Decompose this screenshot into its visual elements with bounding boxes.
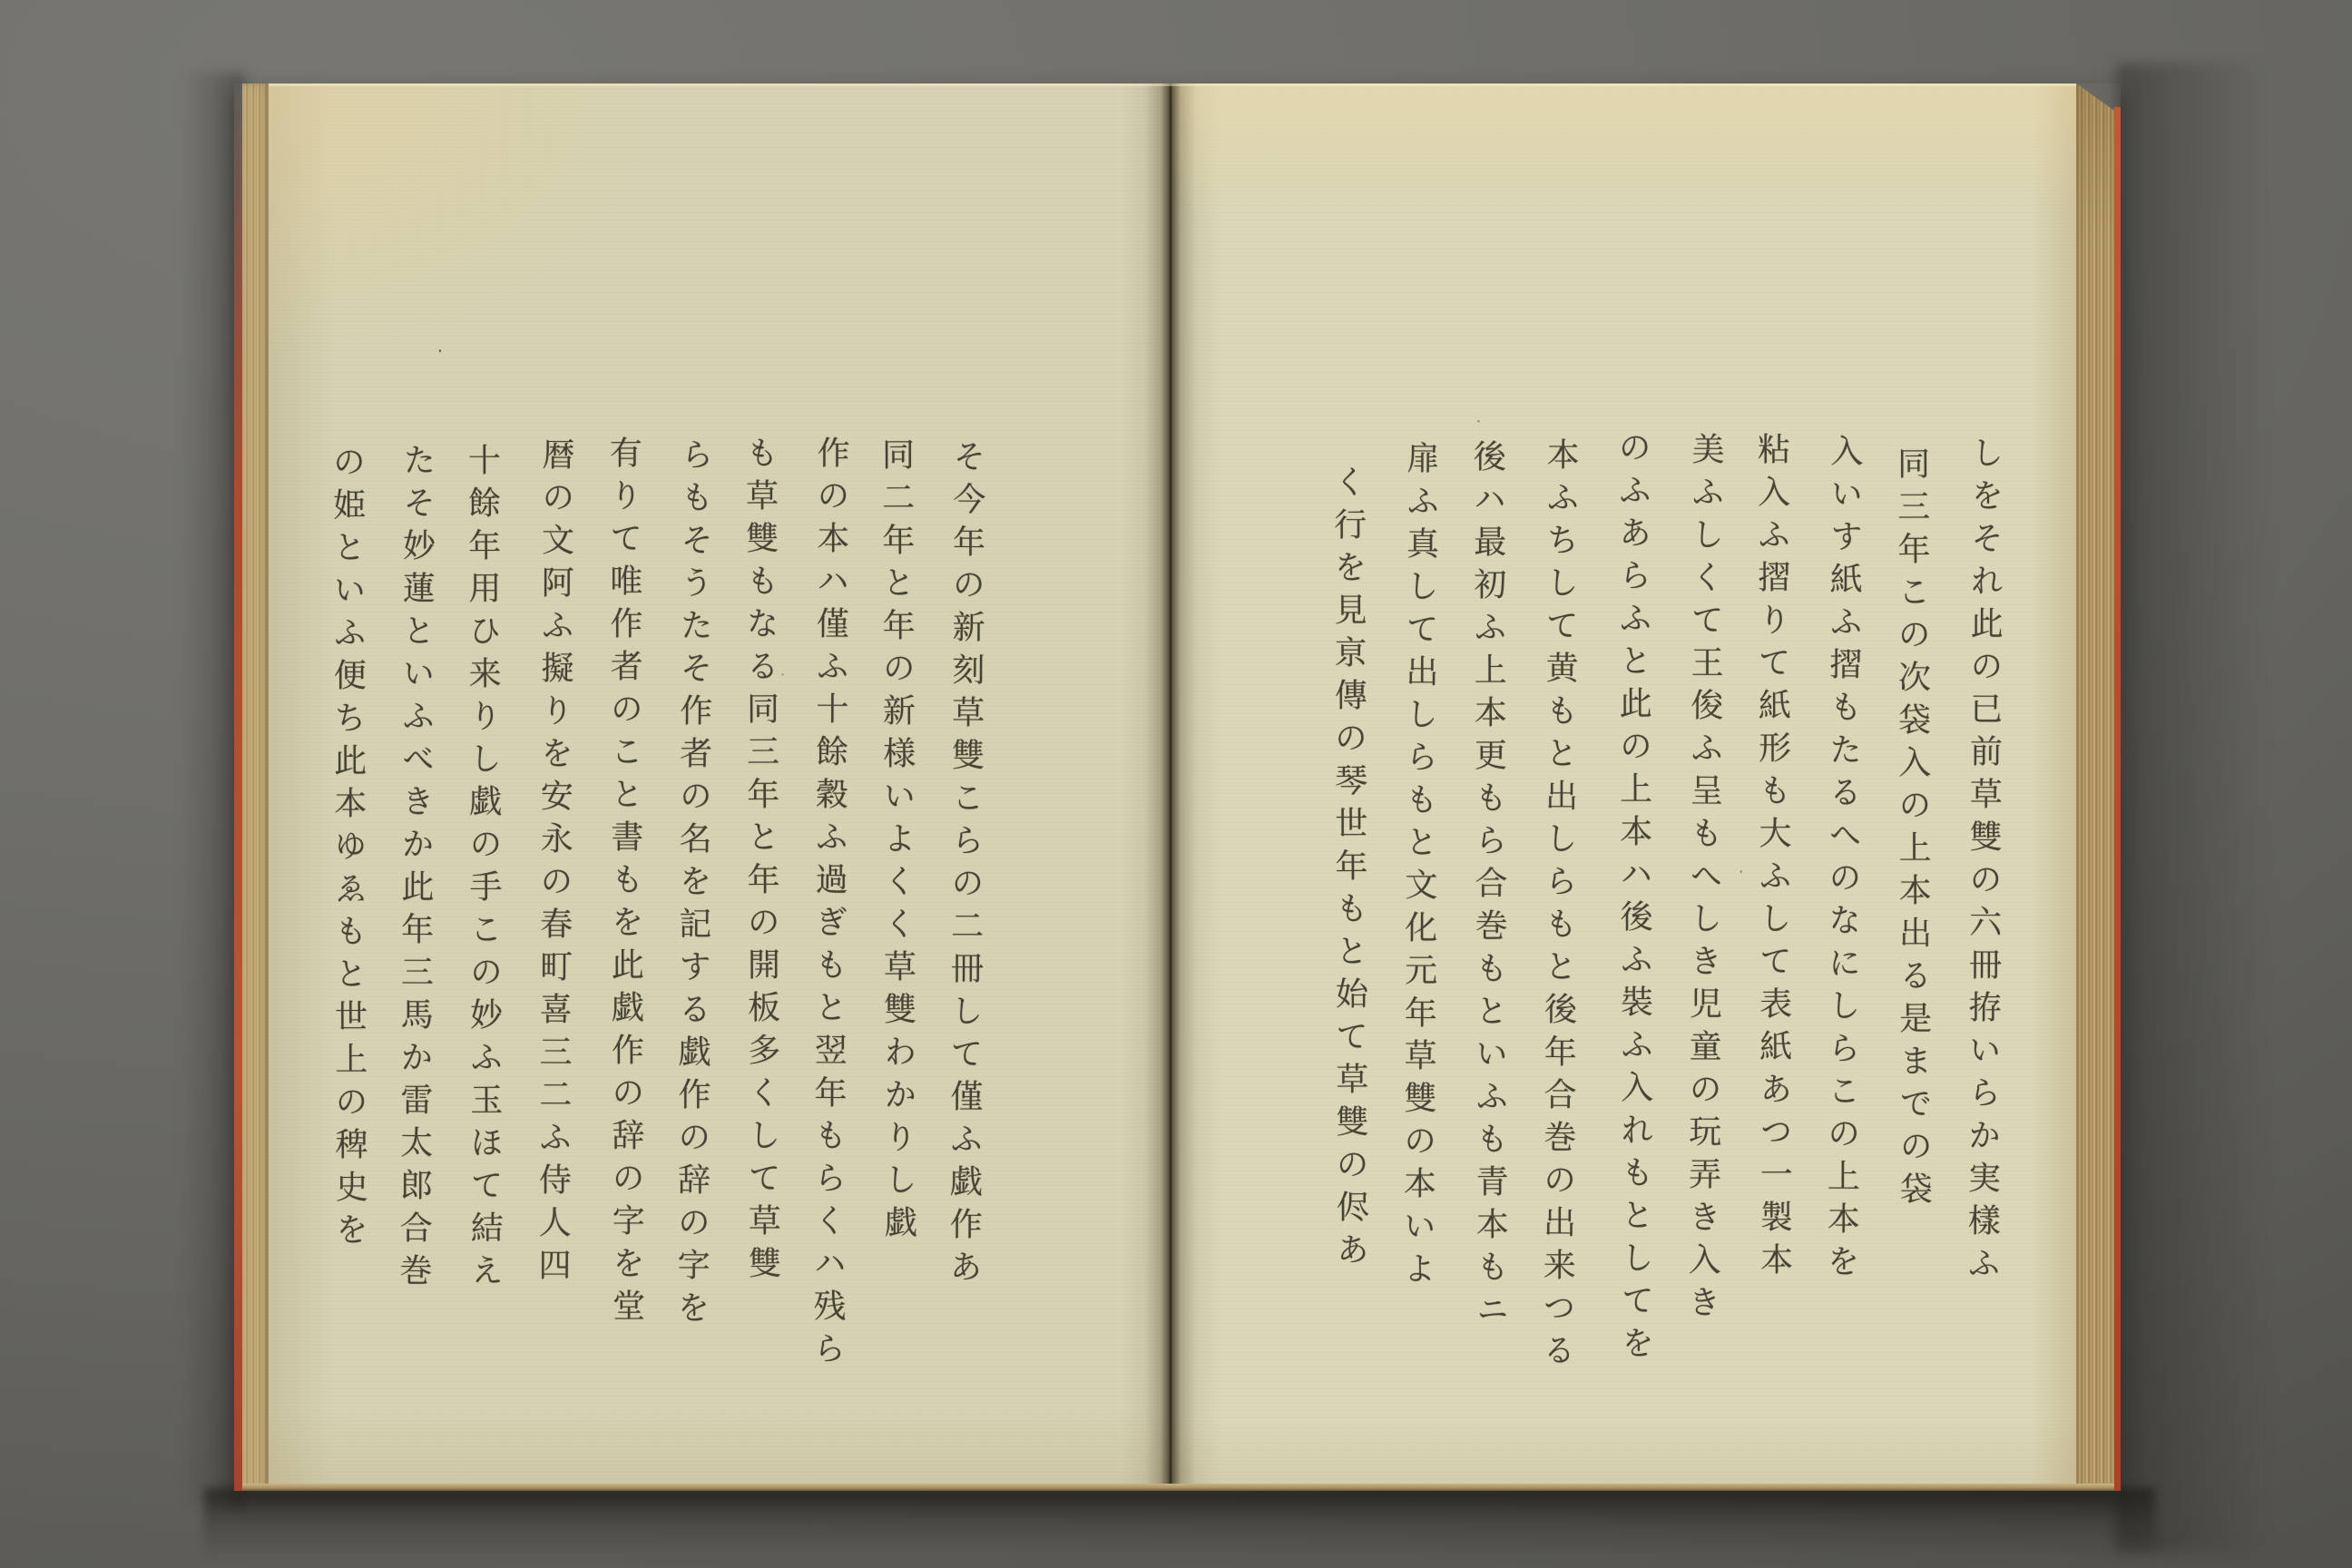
text-column: 本ふちして黄もと出しらもと後年合巻の出来つる	[1537, 436, 1580, 1377]
text-column: のふあらふと此の上本ハ後ふ裝ふ入れもとしてを	[1613, 429, 1654, 1369]
text-column: らもそうたそ作者の名を記する戯作の辞の字を	[671, 436, 714, 1334]
text-column: 作の本ハ僅ふ十餘穀ふ過ぎもと翌年もらくハ残ら	[808, 435, 850, 1375]
text-column: 入いす紙ふ摺もたるへのなにしらこの上本を	[1821, 433, 1864, 1288]
text-column: も草雙もなる同三年と年の開板多くして草雙	[740, 435, 781, 1289]
text-column: の姫といふ便ち此本ゆゑもと世上の稗史を	[328, 444, 368, 1256]
text-column: 十餘年用ひ来りし戯の手この妙ふ玉ほて結え	[463, 442, 504, 1297]
text-column: く行を見亰傳の琴世年もと始て草雙の侭あ	[1328, 464, 1369, 1276]
text-column: 粘入ふ摺りて紙形も大ふして表紙あつ一製本	[1752, 431, 1793, 1286]
text-column: 同三年この次袋入の上本出る是までの袋	[1892, 446, 1933, 1215]
book-shadow-right	[2116, 64, 2270, 1552]
text-column: そ今年の新刻草雙こらの二冊して僅ふ戯作あ	[944, 438, 986, 1293]
text-column: 扉ふ真して出しらもと文化元年草雙の本いよ	[1397, 440, 1440, 1295]
text-column: たそ妙蓮といふべきか此年三馬か雷太郎合巻	[394, 442, 436, 1297]
left-page-text-block	[234, 83, 2121, 1491]
book-shadow-bottom	[204, 1488, 2155, 1559]
text-column: 美ふしくて王俊ふ呈もへしき児童の玩弄き入き	[1682, 431, 1725, 1328]
text-column: 暦の文阿ふ擬りを安永の春町喜三二ふ侍人四	[533, 436, 575, 1291]
text-column: 同二年と年の新様いよくく草雙わかりし戯	[877, 436, 917, 1249]
text-column: 後ハ最初ふ上本更もら合巻もといふも青本もニ	[1468, 438, 1509, 1336]
text-column: 有りて唯作者のこと書もを此戯作の辞の字を堂	[604, 435, 645, 1332]
manuscript-book	[234, 83, 2121, 1491]
text-column: しをそれ此の已前草雙の六冊拵いらか実樣ふ	[1962, 435, 2004, 1289]
